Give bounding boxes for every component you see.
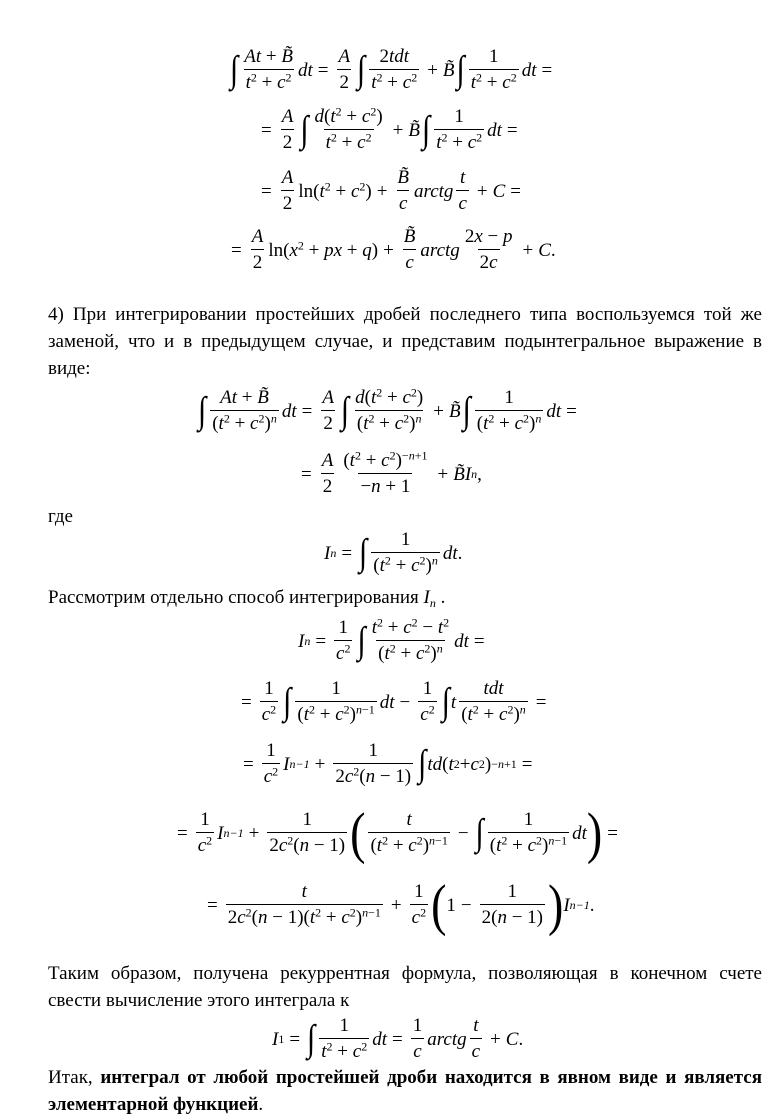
paragraph-text: Итак, — [48, 1067, 101, 1088]
equation-line: = $\frac{1}{c^2}$ ∫ $\frac{1}{(t^2 + c^2)^{n-1}}$ dt − $\frac{1}{c^2}$ ∫ t $\frac{\text{tdt}}{(t^2 + c^2)^n}$ = — [241, 678, 547, 725]
equation-line: I 1 = ∫ $\frac{1}{t^2 + c^2}$ dt = $\frac{1}{c}$ arctg $\frac{t}{c}$ + C . — [272, 1015, 524, 1062]
equation-line: = $\frac{A}{2}$ $\ln(x^2$ + px + q) + $\frac{B̃}{c}$ arctg $\frac{2x - p}{2c}$ + C . — [231, 226, 556, 273]
equation-line: ∫ $\frac{At + B̃}{(t^2 + c^2)^n}$ dt = $\frac{A}{2}$ ∫ $\frac{d(t^2 + c^2)}{(t^2 + c^2)^n}$ + B̃ ∫ $\frac{1}{(t^2 + c^2)^n}$ dt = — [198, 385, 577, 434]
equation-line: = $\frac{t}{2c^2(n - 1)(t^2 + c^2)^{n-1}}$ + $\frac{1}{c^2}$ ( 1 − $\frac{1}{2(n - 1)}$ ) I n−1 . — [207, 872, 595, 937]
equation-line: = $\frac{A}{2}$ ∫ $\frac{d(t^2 + c^2)}{t^2 + c^2}$ + B̃ ∫ $\frac{1}{t^2 + c^2}$ dt = — [261, 104, 518, 153]
equation-line: = $\frac{A}{2}$ $\ln(t^2 + c^2)$ + $\frac{B̃}{c}$ arctg $\frac{t}{c}$ + C = — [261, 167, 521, 214]
paragraph-text: . — [440, 587, 446, 608]
paragraph-text: . — [258, 1094, 264, 1115]
equation-line: I n = ∫ $\frac{1}{(t^2 + c^2)^n}$ dt . — [324, 529, 463, 576]
equation-line: I n = $\frac{1}{c^2}$ ∫ $\frac{t^2 + c^2 - t^2}{(t^2 + c^2)^n}$ dt = — [298, 615, 485, 664]
paragraph: 4) При интегрировании простейших дробей последнего типа воспользуемся той же заменой, что и в предыдущем случае, и представим подынтегральное выражение в виде: — [48, 304, 762, 379]
equation-line: = $\frac{1}{c^2}$ I n−1 + $\frac{1}{2c^2(n - 1)}$ ∫ td ( t 2 + c 2 ) −n+1 = — [243, 740, 533, 787]
equation-line: = $\frac{A}{2}$ $\frac{(t^2 + c^2)^{-n+1}}{-n + 1}$ + B̃ I n , — [301, 448, 482, 497]
equation-line: = $\frac{1}{c^2}$ I n−1 + $\frac{1}{2c^2(n - 1)}$ ( $\frac{t}{(t^2 + c^2)^{n-1}}$ − ∫ $\frac{1}{(t^2 + c^2)^{n-1}}$ dt ) = — [177, 800, 618, 865]
paragraph: где — [48, 506, 73, 527]
paragraph — [48, 1064, 762, 1118]
paragraph: Рассмотрим отдельно способ интегрирования $I_n$ . — [48, 587, 446, 611]
paragraph: Таким образом, получена рекуррентная формула, позволяющая в конечном счете свести вычисление этого интеграла к — [48, 963, 762, 1011]
bold-statement: интеграл от любой простейшей дроби находится в явном виде и является элементарной функцией — [48, 1067, 763, 1115]
paragraph-text: Рассмотрим отдельно способ интегрирования — [48, 587, 419, 608]
equation-line: ∫ $\frac{At + B̃}{t^2 + c^2}$ dt = $\frac{A}{2}$ ∫ $\frac{\text{2tdt}}{t^2 + c^2}$ + B̃ ∫ $\frac{1}{t^2 + c^2}$ dt = — [230, 46, 553, 93]
